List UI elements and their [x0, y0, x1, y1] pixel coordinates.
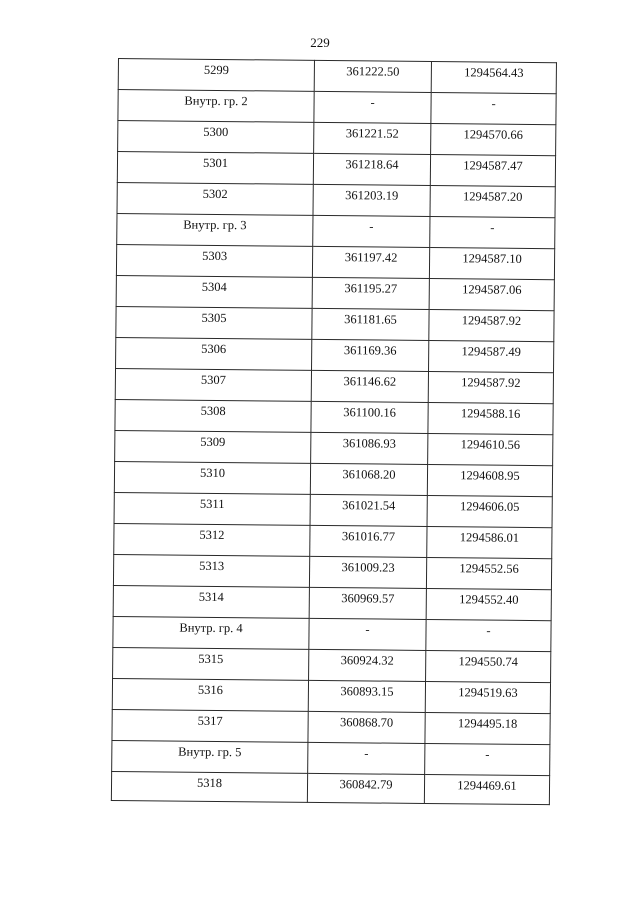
x-coordinate-cell-text: 361203.19: [345, 188, 399, 203]
table-row: [118, 90, 556, 125]
y-coordinate-cell-text: 1294570.66: [463, 127, 524, 142]
x-coordinate-cell: [311, 401, 428, 433]
x-coordinate-cell-text: 361016.77: [341, 529, 396, 544]
point-cell-text: 5303: [202, 248, 228, 264]
table-row: [115, 430, 553, 465]
y-coordinate-cell-text: 1294469.61: [457, 778, 517, 793]
y-coordinate-cell: [429, 278, 554, 310]
y-coordinate-cell-text: 1294587.06: [462, 282, 522, 297]
table-row: [116, 244, 554, 279]
x-coordinate-cell: [309, 556, 426, 588]
table-row: [117, 152, 555, 187]
x-coordinate-cell-text: 361197.42: [344, 250, 398, 265]
y-coordinate-cell: [426, 650, 551, 682]
x-coordinate-cell: [313, 153, 430, 185]
table-row: [116, 306, 554, 341]
point-cell-text: 5310: [199, 465, 226, 481]
table-row: [114, 461, 552, 496]
table-row: [115, 368, 553, 403]
point-cell-text: 5314: [198, 589, 224, 605]
table-row: [114, 492, 552, 527]
x-coordinate-cell: [308, 742, 425, 774]
x-coordinate-cell-text: 361086.93: [342, 436, 396, 451]
point-cell-text: 5315: [198, 651, 224, 667]
point-cell-text: 5311: [199, 496, 225, 512]
y-coordinate-cell-text: -: [485, 747, 490, 762]
y-coordinate-cell-text: 1294495.18: [457, 716, 518, 731]
x-coordinate-cell-text: 361221.52: [345, 126, 399, 141]
point-cell: [112, 740, 308, 773]
x-coordinate-cell-text: 361021.54: [342, 498, 396, 513]
table-row: [111, 771, 549, 804]
point-cell-text: Внутр. гр. 3: [183, 217, 247, 233]
y-coordinate-cell: [428, 402, 553, 434]
y-coordinate-cell-text: 1294564.43: [464, 65, 524, 80]
y-coordinate-cell: [426, 619, 551, 651]
x-coordinate-cell: [314, 60, 431, 92]
point-cell-text: 5301: [202, 155, 229, 171]
x-coordinate-cell: [314, 91, 431, 123]
point-cell-text: 5317: [197, 713, 223, 729]
x-coordinate-cell-text: 361181.65: [344, 312, 397, 327]
y-coordinate-cell-text: 1294587.10: [462, 251, 522, 266]
x-coordinate-cell: [310, 525, 427, 557]
point-cell: [113, 647, 309, 680]
x-coordinate-cell-text: 361146.62: [343, 374, 397, 389]
y-coordinate-cell: [431, 93, 556, 125]
table-row: [113, 554, 551, 589]
y-coordinate-cell-text: 1294606.05: [459, 499, 520, 514]
point-cell: [113, 585, 309, 618]
x-coordinate-cell: [308, 680, 425, 712]
point-cell: [115, 368, 311, 401]
y-coordinate-cell: [425, 743, 550, 775]
point-cell-text: Внутр. гр. 2: [184, 93, 248, 109]
x-coordinate-cell: [307, 773, 424, 803]
table-row: [116, 275, 554, 310]
x-coordinate-cell: [312, 339, 429, 371]
point-cell-text: 5304: [201, 279, 227, 295]
x-coordinate-cell-text: 360842.79: [339, 777, 393, 792]
y-coordinate-cell-text: 1294519.63: [458, 685, 518, 700]
x-coordinate-cell-text: -: [365, 622, 370, 637]
y-coordinate-cell: [429, 248, 554, 280]
table-row: [113, 585, 551, 620]
x-coordinate-cell-text: 361009.23: [341, 560, 395, 575]
y-coordinate-cell: [431, 124, 556, 156]
point-cell: [117, 152, 313, 185]
point-cell-text: 5305: [201, 310, 227, 326]
x-coordinate-cell: [312, 308, 429, 340]
y-coordinate-cell-text: 1294587.47: [463, 158, 523, 173]
point-cell: [114, 492, 310, 525]
x-coordinate-cell-text: 361222.50: [346, 64, 400, 79]
x-coordinate-cell: [310, 463, 427, 495]
y-coordinate-cell: [430, 217, 555, 249]
point-cell: [114, 461, 310, 494]
y-coordinate-cell: [428, 371, 553, 403]
y-coordinate-cell-text: 1294586.01: [459, 530, 520, 545]
point-cell-text: 5308: [200, 403, 226, 419]
x-coordinate-cell-text: -: [364, 746, 369, 761]
x-coordinate-cell: [309, 618, 426, 650]
table-row: [112, 740, 550, 775]
x-coordinate-cell-text: -: [369, 219, 374, 234]
x-coordinate-cell: [313, 215, 430, 247]
point-cell-text: 5299: [203, 62, 229, 78]
y-coordinate-cell-text: -: [491, 96, 496, 111]
y-coordinate-cell-text: 1294587.92: [461, 375, 521, 390]
point-cell: [113, 554, 309, 587]
point-cell: [115, 399, 311, 432]
x-coordinate-cell-text: 360893.15: [340, 684, 394, 699]
point-cell: [116, 244, 312, 277]
point-cell-text: 5306: [201, 341, 227, 357]
point-cell: [118, 90, 314, 123]
table-row: [113, 616, 551, 651]
point-cell: [117, 182, 313, 215]
point-cell-text: 5307: [200, 372, 226, 388]
point-cell: [113, 616, 309, 649]
y-coordinate-cell: [427, 526, 552, 558]
table-row: [113, 647, 551, 682]
point-cell-text: Внутр. гр. 5: [178, 744, 242, 760]
x-coordinate-cell: [308, 711, 425, 743]
x-coordinate-cell: [309, 649, 426, 681]
y-coordinate-cell: [426, 557, 551, 589]
x-coordinate-cell-text: 361218.64: [345, 157, 399, 172]
y-coordinate-cell: [429, 309, 554, 341]
table-row: [112, 678, 550, 713]
coordinates-table: [111, 58, 557, 805]
x-coordinate-cell: [311, 370, 428, 402]
table-row: [114, 523, 552, 558]
y-coordinate-cell-text: 1294550.74: [458, 654, 518, 669]
x-coordinate-cell: [313, 184, 430, 216]
y-coordinate-cell: [428, 433, 553, 465]
x-coordinate-cell: [312, 246, 429, 278]
coordinates-table-body: [111, 59, 556, 805]
y-coordinate-cell-text: 1294587.20: [462, 189, 523, 204]
x-coordinate-cell-text: 360924.32: [340, 653, 394, 668]
table-row: [118, 121, 556, 156]
point-cell: [117, 213, 313, 246]
y-coordinate-cell: [430, 186, 555, 218]
x-coordinate-cell-text: 360969.57: [341, 591, 395, 606]
y-coordinate-cell-text: 1294552.40: [459, 592, 519, 607]
point-cell-text: 5316: [197, 682, 224, 698]
y-coordinate-cell-text: 1294587.49: [461, 344, 521, 359]
y-coordinate-cell-text: 1294608.95: [460, 468, 520, 483]
y-coordinate-cell: [427, 495, 552, 527]
y-coordinate-cell-text: -: [486, 623, 491, 638]
point-cell: [116, 275, 312, 308]
x-coordinate-cell-text: 361100.16: [343, 405, 397, 420]
point-cell: [118, 121, 314, 154]
point-cell-text: 5300: [203, 124, 229, 140]
point-cell: [114, 523, 310, 556]
point-cell: [112, 678, 308, 711]
point-cell-text: 5313: [199, 558, 225, 574]
y-coordinate-cell: [426, 588, 551, 620]
point-cell-text: 5302: [202, 186, 228, 202]
x-coordinate-cell-text: 361169.36: [343, 343, 397, 358]
table-row: [117, 213, 555, 248]
x-coordinate-cell: [309, 587, 426, 619]
y-coordinate-cell: [427, 464, 552, 496]
x-coordinate-cell: [311, 432, 428, 464]
y-coordinate-cell-text: 1294610.56: [460, 437, 521, 452]
y-coordinate-cell-text: -: [490, 220, 495, 235]
point-cell: [116, 337, 312, 370]
y-coordinate-cell: [431, 62, 556, 94]
point-cell: [115, 430, 311, 463]
x-coordinate-cell-text: 361068.20: [342, 467, 396, 482]
y-coordinate-cell: [425, 712, 550, 744]
y-coordinate-cell: [429, 340, 554, 372]
table-row: [115, 399, 553, 434]
point-cell-text: 5309: [200, 434, 226, 450]
x-coordinate-cell-text: 361195.27: [344, 281, 398, 296]
point-cell-text: 5312: [199, 527, 225, 543]
point-cell: [118, 59, 314, 92]
y-coordinate-cell-text: 1294552.56: [459, 561, 519, 576]
point-cell: [111, 771, 307, 802]
table-row: [112, 709, 550, 744]
y-coordinate-cell: [424, 774, 549, 804]
y-coordinate-cell: [430, 155, 555, 187]
table-row: [118, 59, 556, 94]
point-cell-text: 5318: [196, 775, 223, 791]
y-coordinate-cell-text: 1294587.92: [461, 313, 522, 328]
point-cell-text: Внутр. гр. 4: [179, 620, 243, 636]
point-cell: [112, 709, 308, 742]
y-coordinate-cell: [425, 681, 550, 713]
table-row: [116, 337, 554, 372]
y-coordinate-cell-text: 1294588.16: [460, 406, 521, 421]
table-row: [117, 182, 555, 217]
x-coordinate-cell: [314, 122, 431, 154]
x-coordinate-cell-text: 360868.70: [340, 715, 394, 730]
x-coordinate-cell: [310, 494, 427, 526]
x-coordinate-cell-text: -: [370, 95, 375, 110]
x-coordinate-cell: [312, 277, 429, 309]
page-number: 229: [310, 35, 330, 50]
point-cell: [116, 306, 312, 339]
